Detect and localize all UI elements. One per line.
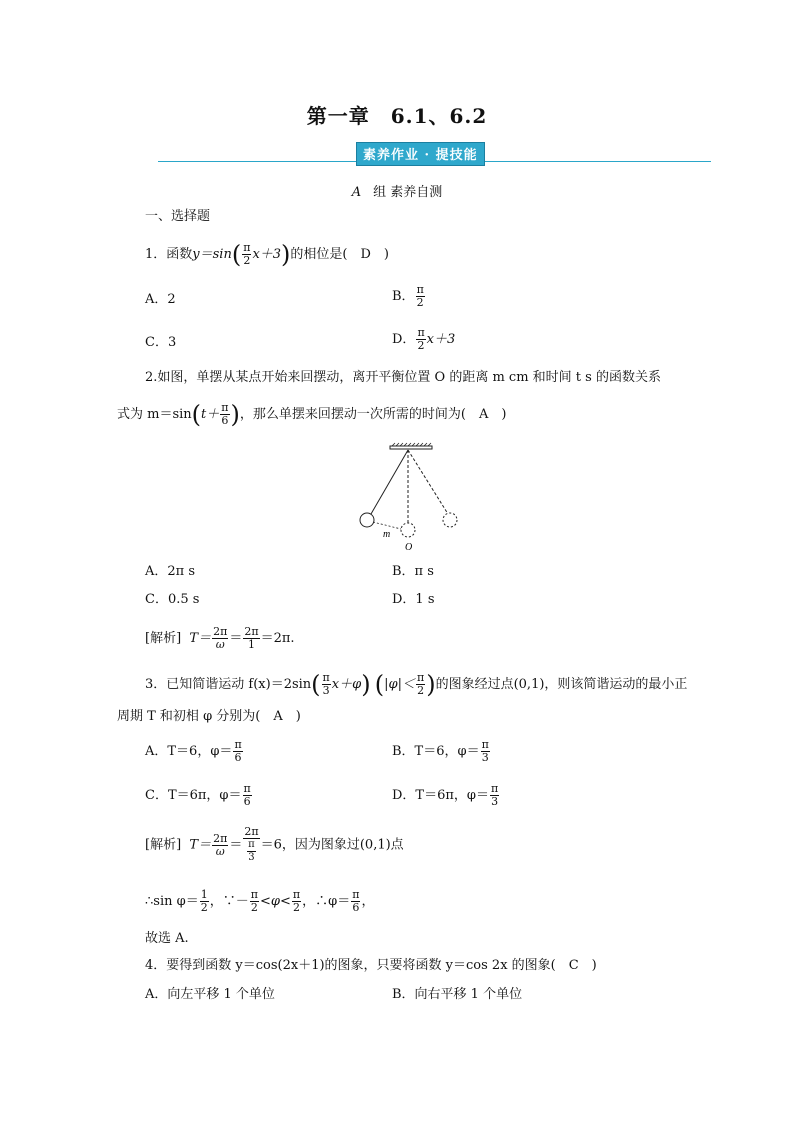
q1-option-b: B． $\frac{\pi}{2}$ <box>392 283 424 309</box>
label-m: m <box>383 529 391 540</box>
bob-left <box>360 513 374 527</box>
q1-formula-head: y＝sin <box>192 247 232 262</box>
q3-analysis: [解析] T＝ $\frac{2\pi}{\omega}$ ＝ $\frac{2\pi}{\frac{\pi}{3}}$ ＝6，因为图象过(0,1)点 <box>145 825 404 863</box>
q3-option-d: D．T＝6π，φ＝ $\frac{\pi}{3}$ <box>392 782 499 808</box>
section-banner: 素养作业 · 提技能 <box>356 142 485 166</box>
string-right <box>408 450 448 514</box>
pendulum-ceiling <box>390 446 432 449</box>
label-o: O <box>405 542 413 553</box>
q2-fraction: $\frac{\pi}{6}$ <box>221 401 229 427</box>
pendulum-figure <box>350 440 470 555</box>
question-4-stem: 4．要得到函数 y＝cos(2x＋1)的图象，只要将函数 y＝cos 2x 的图象( C ) <box>145 958 597 973</box>
q1-option-d: D． $\frac{\pi}{2}$ x＋3 <box>392 326 456 352</box>
q1-open-paren: ( <box>231 240 242 269</box>
q1-b-fraction: $\frac{\pi}{2}$ <box>416 283 424 309</box>
q1-d-fraction: $\frac{\pi}{2}$ <box>417 326 425 352</box>
q2-option-a: A．2π s <box>145 564 196 579</box>
q3-option-b: B．T＝6，φ＝ $\frac{\pi}{3}$ <box>392 738 489 764</box>
question-3-line2: 周期 T 和初相 φ 分别为( A ) <box>117 709 301 724</box>
q1-suffix: 的相位是( D ) <box>290 247 389 262</box>
q2-option-c: C．0.5 s <box>145 592 200 607</box>
chapter-title: 第一章 6.1、6.2 <box>306 104 488 128</box>
bob-center <box>401 523 415 537</box>
q1-option-a: A．2 <box>145 292 176 307</box>
displacement-line <box>373 522 401 529</box>
section-heading: 一、选择题 <box>145 209 211 224</box>
question-3-line1: 3．已知简谐运动 f(x)＝2sin( $\frac{\pi}{3}$ x＋φ) (|φ|＜ $\frac{\pi}{2}$ )的图象经过点(0,1)，则该简谐运动的最小正 <box>145 670 688 699</box>
q1-prefix: 1．函数 <box>145 247 193 262</box>
group-label: 组 素养自测 <box>373 185 443 200</box>
q4-option-b: B．向右平移 1 个单位 <box>392 987 523 1002</box>
question-1-stem <box>145 242 389 267</box>
q3-option-a: A．T＝6，φ＝ $\frac{\pi}{6}$ <box>145 738 242 764</box>
question-2-line1: 2.如图，单摆从某点开始来回摆动，离开平衡位置 O 的距离 m cm 和时间 t s 的函数关系 <box>145 370 661 385</box>
q4-option-a: A．向左平移 1 个单位 <box>145 987 275 1002</box>
q2-option-d: D．1 s <box>392 592 435 607</box>
q1-formula-tail: x＋3 <box>252 247 282 262</box>
q3-analysis-line2: ∴sin φ＝ $\frac{1}{2}$ ，∵－ $\frac{\pi}{2}$ <φ< $\frac{\pi}{2}$ ，∴φ＝ $\frac{\pi}{6}$ ， <box>145 888 375 914</box>
q3-option-c: C．T＝6π，φ＝ $\frac{\pi}{6}$ <box>145 782 251 808</box>
q1-fraction: $\frac{\pi}{2}$ <box>243 241 251 267</box>
question-2-line2: 式为 m＝sin(t＋ $\frac{\pi}{6}$ )，那么单摆来回摆动一次所需的时间为( A ) <box>117 400 507 429</box>
group-heading <box>0 181 794 200</box>
q1-close-paren: ) <box>281 240 291 269</box>
q2-analysis: [解析] T＝ $\frac{2\pi}{\omega}$ ＝ $\frac{2\pi}{1}$ ＝2π. <box>145 625 295 651</box>
string-left <box>371 450 408 514</box>
bob-right <box>443 513 457 527</box>
q2-option-b: B．π s <box>392 564 434 579</box>
q3-conclusion: 故选 A. <box>145 931 189 946</box>
q1-option-c: C．3 <box>145 335 177 350</box>
group-letter: A <box>351 185 362 200</box>
